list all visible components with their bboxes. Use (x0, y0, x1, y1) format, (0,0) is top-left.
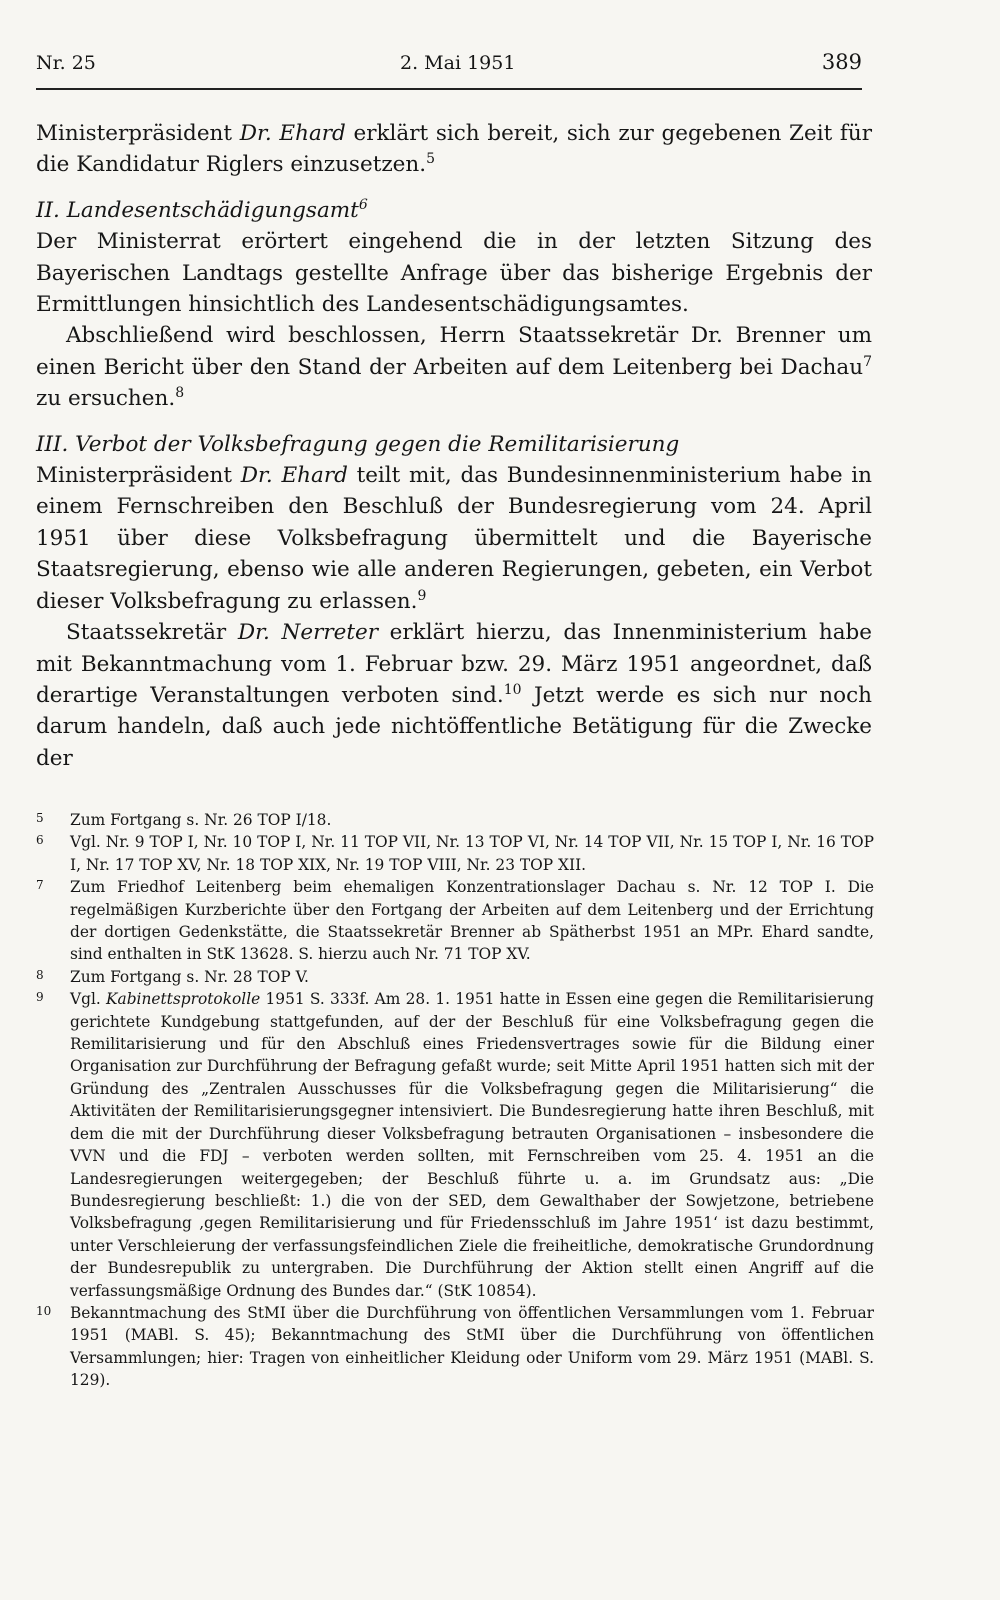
footnote-text-prefix: Vgl. (70, 990, 107, 1009)
paragraph-nerreter-statement: Staatssekretär Dr. Nerreter erklärt hierzu, das Innenministerium habe mit Bekanntmachung vom 1. Februar bzw. 29. März 1951 angeordnet, daß derartige Veranstaltungen verboten sind.$^{10}$ Jetzt werde es sich nur noch darum handeln, daß auch jede nichtöffentliche Betätigung für die Zwecke der (36, 620, 872, 771)
cited-work-title: Kabinettsprotokolle (106, 990, 261, 1009)
footnote (36, 988, 874, 1302)
footnote-ref-5[interactable]: 5 (426, 151, 435, 168)
footnote-text: Zum Friedhof Leitenberg beim ehemaligen Konzentrationslager Dachau s. Nr. 12 TOP I. Die regelmäßigen Kurzberichte über den Fortgang der Arbeiten auf dem Leitenberg und der Errichtung der dortigen Gedenkstätte, die Staatssekretär Brenner ab Spätherbst 1951 an MPr. Ehard sandte, sind enthalten in StK 13628. S. hierzu auch Nr. 71 TOP XV. (70, 878, 874, 964)
section-heading-ii: II. Landesentschädigungsamt$^6$ (36, 196, 368, 223)
person-name: Ehard (281, 463, 348, 489)
title-dr: Dr. (239, 121, 272, 146)
footnote-number: 10 (36, 1303, 52, 1318)
footnote-text: Vgl. Nr. 9 TOP I, Nr. 10 TOP I, Nr. 11 TOP VII, Nr. 13 TOP VI, Nr. 14 TOP VII, Nr. 15 TOP I, Nr. 16 TOP I, Nr. 17 TOP XV, Nr. 18 TOP XIX, Nr. 19 TOP VIII, Nr. 23 TOP XII. (70, 833, 874, 874)
section-heading-iii: III. Verbot der Volksbefragung gegen die Remilitarisierung (36, 431, 680, 457)
paragraph-landtag-inquiry: Der Ministerrat erörtert eingehend die in der letzten Sitzung des Bayerischen Landtags gestellte Anfrage über das bisherige Ergebnis der Ermittlungen hinsichtlich des Landesentschädigungsamtes. (36, 229, 872, 318)
footnote-text: 1951 S. 333f. Am 28. 1. 1951 hatte in Essen eine gegen die Remilitarisierung gerichtete Kundgebung stattgefunden, auf der der Beschluß für eine Volksbefragung gegen die Remilitarisierung und für den Abschluß eines Friedensvertrages sowie für die Bildung einer Organisation zur Durchführung der Befragung gefaßt wurde; seit Mitte April 1951 hatten sich mit der Gründung des „Zentralen Ausschusses für die Volksbefragung gegen die Militarisierung“ die Aktivitäten der Remilitarisierungsgegner intensiviert. Die Bundesregierung hatte ihren Beschluß, mit dem die mit der Durchführung dieser Volksbefragung betrauten Organisationen – insbesondere die VVN und die FDJ – verboten werden sollten, mit Fernschreiben vom 25. 4. 1951 an die Landesregierungen weitergegeben; der Beschluß führte u. a. im Grundsatz aus: „Die Bundesregierung beschließt: 1.) die von der SED, dem Gewalthaber der Sowjetzone, betriebene Volksbefragung ‚gegen Remilitarisierung und für Friedensschluß im Jahre 1951‘ ist dazu bestimmt, unter Verschleierung der verfassungsfeindlichen Ziele die freiheitliche, demokratische Grundordnung der Bundesrepublik zu untergraben. Die Durchführung der Aktion stellt einen Angriff auf die verfassungsmäßige Ordnung des Bundes dar.“ (StK 10854). (70, 990, 874, 1300)
footnote (36, 876, 874, 966)
footnote (36, 831, 874, 876)
running-header (36, 52, 862, 82)
paragraph-ehard-candidacy: Ministerpräsident Dr. Ehard erklärt sich bereit, sich zur gegebenen Zeit für die Kandidatur Riglers einzusetzen.$^5$ (36, 121, 872, 178)
page-number: 389 (821, 50, 862, 74)
footnote-ref-7[interactable]: 7 (863, 353, 872, 370)
footnotes (36, 809, 874, 1392)
footnote-number: 5 (36, 811, 44, 825)
footnote-number: 7 (36, 878, 44, 893)
paragraph-ehard-teletype: Ministerpräsident Dr. Ehard teilt mit, das Bundesinnenministerium habe in einem Fernschreiben den Beschluß der Bundesregierung vom 24. April 1951 über diese Volksbefragung übermittelt und die Bayerische Staatsregierung, ebenso wie alle anderen Regierungen, gebeten, ein Verbot dieser Volksbefragung zu erlassen.$^9$ (36, 463, 872, 614)
main-text (36, 118, 872, 774)
footnote-text: Bekanntmachung des StMI über die Durchführung von öffentlichen Versammlungen vom 1. Februar 1951 (MABl. S. 45); Bekanntmachung des StMI über die Durchführung von öffentlichen Versammlungen; hier: Tragen von einheitlicher Kleidung oder Uniform vom 29. März 1951 (MABl. S. 129). (70, 1303, 874, 1390)
document-number: Nr. 25 (36, 52, 96, 74)
paragraph-brenner-report: Abschließend wird beschlossen, Herrn Staatssekretär Dr. Brenner um einen Bericht über den Stand der Arbeiten auf dem Leitenberg bei Dachau$^7$ zu ersuchen.$^8$ (36, 323, 872, 412)
title-dr: Dr. (237, 620, 270, 646)
header-rule (36, 88, 862, 90)
meeting-date: 2. Mai 1951 (400, 52, 516, 74)
footnote-number: 6 (36, 833, 44, 848)
footnote-ref-6[interactable]: 6 (358, 196, 368, 213)
footnote (36, 966, 874, 988)
footnote (36, 1302, 874, 1392)
footnote-text: Zum Fortgang s. Nr. 28 TOP V. (70, 967, 309, 986)
footnote-number: 9 (36, 990, 44, 1005)
footnote-text: Zum Fortgang s. Nr. 26 TOP I/18. (70, 811, 332, 829)
footnote (36, 809, 874, 831)
person-name: Nerreter (281, 620, 379, 646)
footnote-ref-8[interactable]: 8 (175, 385, 185, 402)
title-dr: Dr. (240, 463, 273, 489)
footnote-ref-10[interactable]: 10 (503, 681, 522, 698)
footnote-number: 8 (36, 967, 44, 982)
footnote-ref-9[interactable]: 9 (417, 587, 427, 604)
person-name: Ehard (279, 121, 346, 146)
